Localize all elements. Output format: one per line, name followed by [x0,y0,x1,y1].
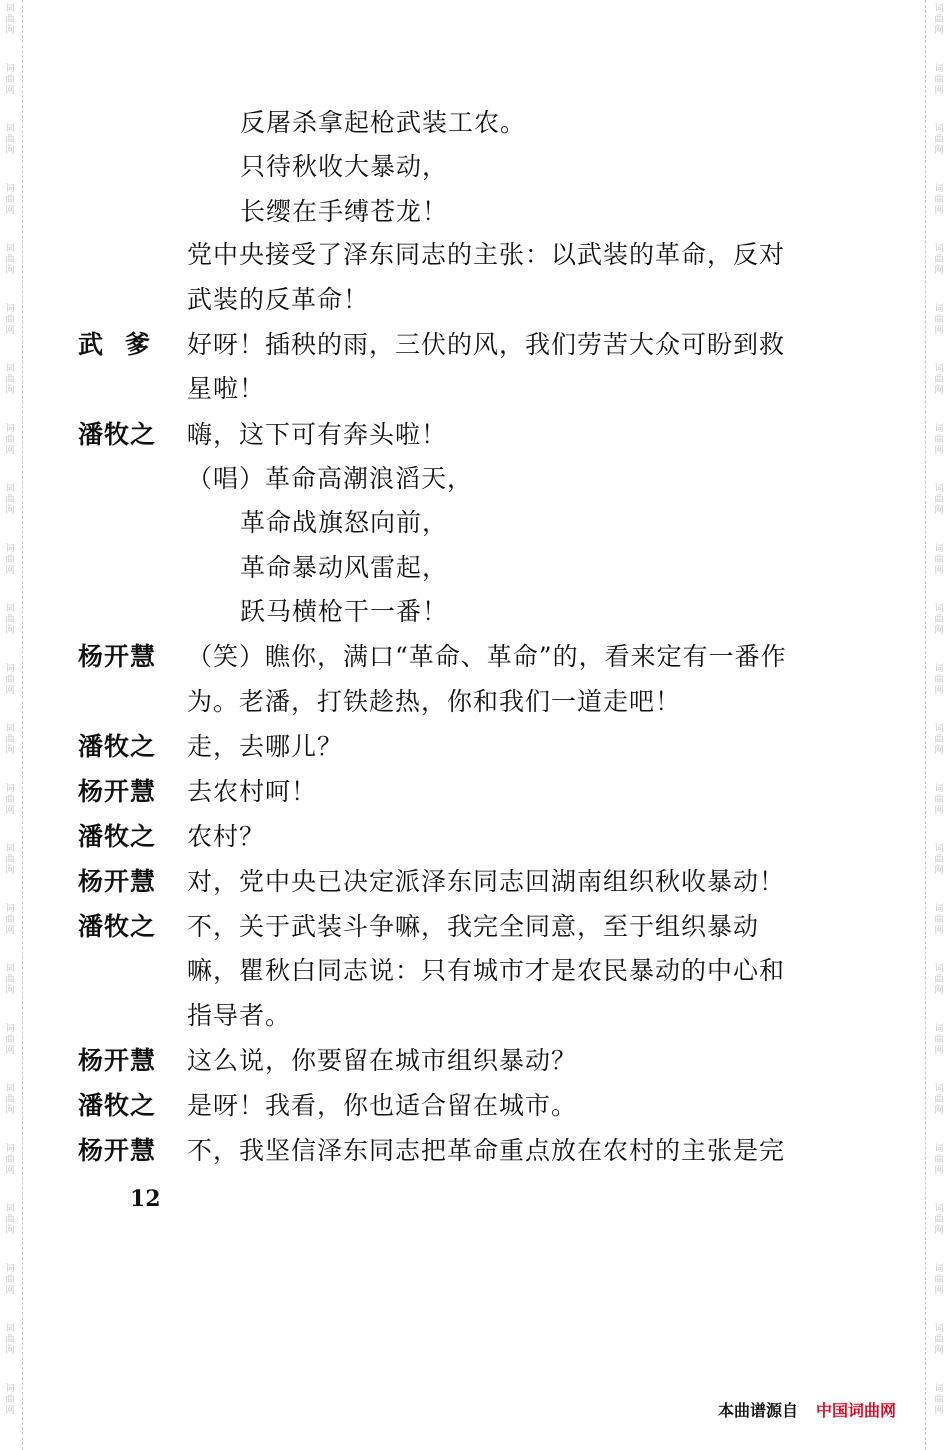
dialogue-line: 嗨，这下可有奔头啦！ [187,420,448,449]
watermark-text: 词曲网 [934,664,944,696]
source-credit [718,1400,896,1422]
speaker-name: 潘牧之 [78,420,157,449]
watermark-text: 词曲网 [5,664,15,696]
speaker-name: 杨开慧 [78,1136,157,1165]
dialogue-line: 反屠杀拿起枪武装工农。 [240,108,527,137]
dialogue-line: 不，关于武装斗争嘛，我完全同意，至于组织暴动 [187,912,760,941]
watermark-text: 词曲网 [934,1084,944,1116]
speaker-name: 杨开慧 [78,642,157,671]
dialogue-line: 跃马横枪干一番！ [240,597,449,626]
left-watermark-column [2,0,18,1450]
dialogue-line: 指导者。 [187,1001,292,1030]
dialogue-line: 党中央接受了泽东同志的主张：以武装的革命，反对 [187,240,786,269]
watermark-text: 词曲网 [5,424,15,456]
watermark-text: 词曲网 [934,844,944,876]
dialogue-line: 长缨在手缚苍龙！ [240,197,449,226]
watermark-text: 词曲网 [934,64,944,96]
speaker-name: 潘牧之 [78,732,157,761]
watermark-text: 词曲网 [5,604,15,636]
watermark-text: 词曲网 [934,184,944,216]
watermark-text: 词曲网 [934,1384,944,1416]
watermark-text: 词曲网 [5,484,15,516]
dialogue-line: 革命战旗怒向前， [240,508,449,537]
watermark-text: 词曲网 [934,304,944,336]
watermark-text: 词曲网 [5,784,15,816]
dialogue-line: （唱）革命高潮浪滔天， [187,464,474,493]
watermark-text: 词曲网 [5,124,15,156]
watermark-text: 词曲网 [5,1384,15,1416]
speaker-name: 潘牧之 [78,822,157,851]
watermark-text: 词曲网 [5,1264,15,1296]
speaker-name: 潘牧之 [78,912,157,941]
watermark-text: 词曲网 [5,184,15,216]
page-number: 12 [130,1186,161,1212]
watermark-text: 词曲网 [934,1204,944,1236]
speaker-name: 武爹 [78,330,173,359]
dialogue-line: 对，党中央已决定派泽东同志回湖南组织秋收暴动！ [187,867,786,896]
right-watermark-column [931,0,947,1450]
watermark-text: 词曲网 [934,964,944,996]
source-site-link[interactable]: 中国词曲网 [816,1401,897,1420]
watermark-text: 词曲网 [934,1264,944,1296]
dialogue-line: 为。老潘，打铁趁热，你和我们一道走吧！ [187,687,682,716]
dialogue-line: 去农村呵！ [187,777,318,806]
dialogue-line: 这么说，你要留在城市组织暴动？ [187,1046,578,1075]
watermark-text: 词曲网 [5,964,15,996]
speaker-name: 杨开慧 [78,777,157,806]
dialogue-line: 是呀！我看，你也适合留在城市。 [187,1091,578,1120]
dialogue-line: 好呀！插秧的雨，三伏的风，我们劳苦大众可盼到救 [187,330,786,359]
right-margin-rule [925,0,926,1450]
watermark-text: 词曲网 [934,1144,944,1176]
watermark-text: 词曲网 [934,604,944,636]
watermark-text: 词曲网 [5,364,15,396]
watermark-text: 词曲网 [934,784,944,816]
speaker-name: 杨开慧 [78,1046,157,1075]
left-margin-rule [22,0,23,1450]
dialogue-line: （笑）瞧你，满口“革命、革命”的，看来定有一番作 [187,642,787,671]
watermark-text: 词曲网 [5,544,15,576]
dialogue-line: 革命暴动风雷起， [240,553,449,582]
watermark-text: 词曲网 [5,304,15,336]
dialogue-line: 嘛，瞿秋白同志说：只有城市才是农民暴动的中心和 [187,956,786,985]
watermark-text: 词曲网 [934,544,944,576]
watermark-text: 词曲网 [934,244,944,276]
speaker-name: 潘牧之 [78,1091,157,1120]
watermark-text: 词曲网 [5,1084,15,1116]
watermark-text: 词曲网 [5,1144,15,1176]
watermark-text: 词曲网 [934,4,944,36]
watermark-text: 词曲网 [5,1204,15,1236]
watermark-text: 词曲网 [934,124,944,156]
watermark-text: 词曲网 [934,484,944,516]
watermark-text: 词曲网 [934,904,944,936]
watermark-text: 词曲网 [5,64,15,96]
dialogue-line: 星啦！ [187,374,266,403]
watermark-text: 词曲网 [5,844,15,876]
watermark-text: 词曲网 [934,724,944,756]
watermark-text: 词曲网 [5,1024,15,1056]
dialogue-line: 武装的反革命！ [187,285,370,314]
watermark-text: 词曲网 [5,724,15,756]
dialogue-line: 不，我坚信泽东同志把革命重点放在农村的主张是完 [187,1136,786,1165]
watermark-text: 词曲网 [5,244,15,276]
watermark-text: 词曲网 [5,1324,15,1356]
dialogue-line: 只待秋收大暴动， [240,152,449,181]
source-label: 本曲谱源自 [718,1401,799,1420]
watermark-text: 词曲网 [934,424,944,456]
watermark-text: 词曲网 [934,1324,944,1356]
dialogue-line: 农村？ [187,822,266,851]
watermark-text: 词曲网 [934,1024,944,1056]
watermark-text: 词曲网 [934,364,944,396]
watermark-text: 词曲网 [5,904,15,936]
watermark-text: 词曲网 [5,4,15,36]
speaker-name: 杨开慧 [78,867,157,896]
dialogue-line: 走，去哪儿？ [187,732,344,761]
